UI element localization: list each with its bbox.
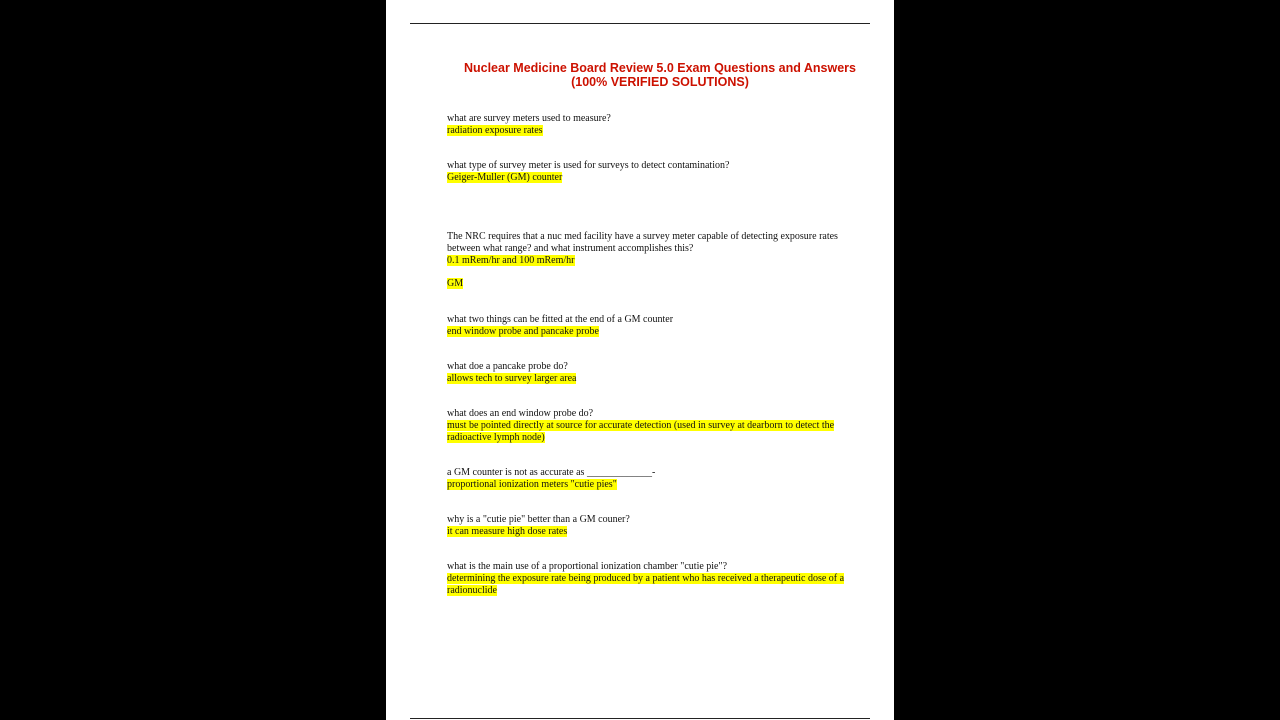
footer-rule: [410, 718, 870, 719]
qa-item-4: [447, 314, 857, 338]
title-line-1: Nuclear Medicine Board Review 5.0 Exam Questions and Answers: [463, 61, 857, 75]
qa-item-8: [447, 514, 857, 538]
qa-item-7: [447, 467, 857, 491]
qa-item-1: [447, 113, 857, 137]
qa-item-2: [447, 160, 857, 184]
answer-text: proportional ionization meters "cutie pies": [447, 478, 617, 490]
question-text: a GM counter is not as accurate as _____________-: [447, 467, 656, 478]
qa-item-3: [447, 231, 857, 290]
question-text: what are survey meters used to measure?: [447, 113, 611, 124]
document-title: [410, 61, 894, 89]
answer-text: Geiger-Muller (GM) counter: [447, 171, 563, 183]
title-line-2: (100% VERIFIED SOLUTIONS): [571, 75, 749, 89]
answer-text-extra: GM: [447, 278, 464, 290]
answer-text: allows tech to survey larger area: [447, 372, 577, 384]
qa-item-6: [447, 408, 857, 443]
answer-text: determining the exposure rate being produced by a patient who has received a therapeutic dose of a radionuclide: [447, 572, 845, 596]
question-text: why is a "cutie pie" better than a GM couner?: [447, 514, 630, 525]
document-page: [386, 0, 894, 720]
question-text: what two things can be fitted at the end of a GM counter: [447, 314, 674, 325]
question-text: what does an end window probe do?: [447, 408, 594, 419]
question-text: what doe a pancake probe do?: [447, 361, 568, 372]
header-rule: [410, 23, 870, 24]
qa-item-9: [447, 561, 857, 596]
answer-text: must be pointed directly at source for accurate detection (used in survey at dearborn to detect the radioactive lymph node): [447, 419, 835, 443]
question-text: what type of survey meter is used for surveys to detect contamination?: [447, 160, 730, 171]
answer-text: end window probe and pancake probe: [447, 325, 599, 337]
qa-item-5: [447, 361, 857, 385]
answer-text: radiation exposure rates: [447, 124, 543, 136]
question-text: The NRC requires that a nuc med facility have a survey meter capable of detecting exposure rates between what range? and what instrument accomplishes this?: [447, 231, 838, 254]
question-text: what is the main use of a proportional ionization chamber "cutie pie"?: [447, 561, 728, 572]
answer-text: it can measure high dose rates: [447, 525, 568, 537]
answer-text: 0.1 mRem/hr and 100 mRem/hr: [447, 254, 575, 266]
